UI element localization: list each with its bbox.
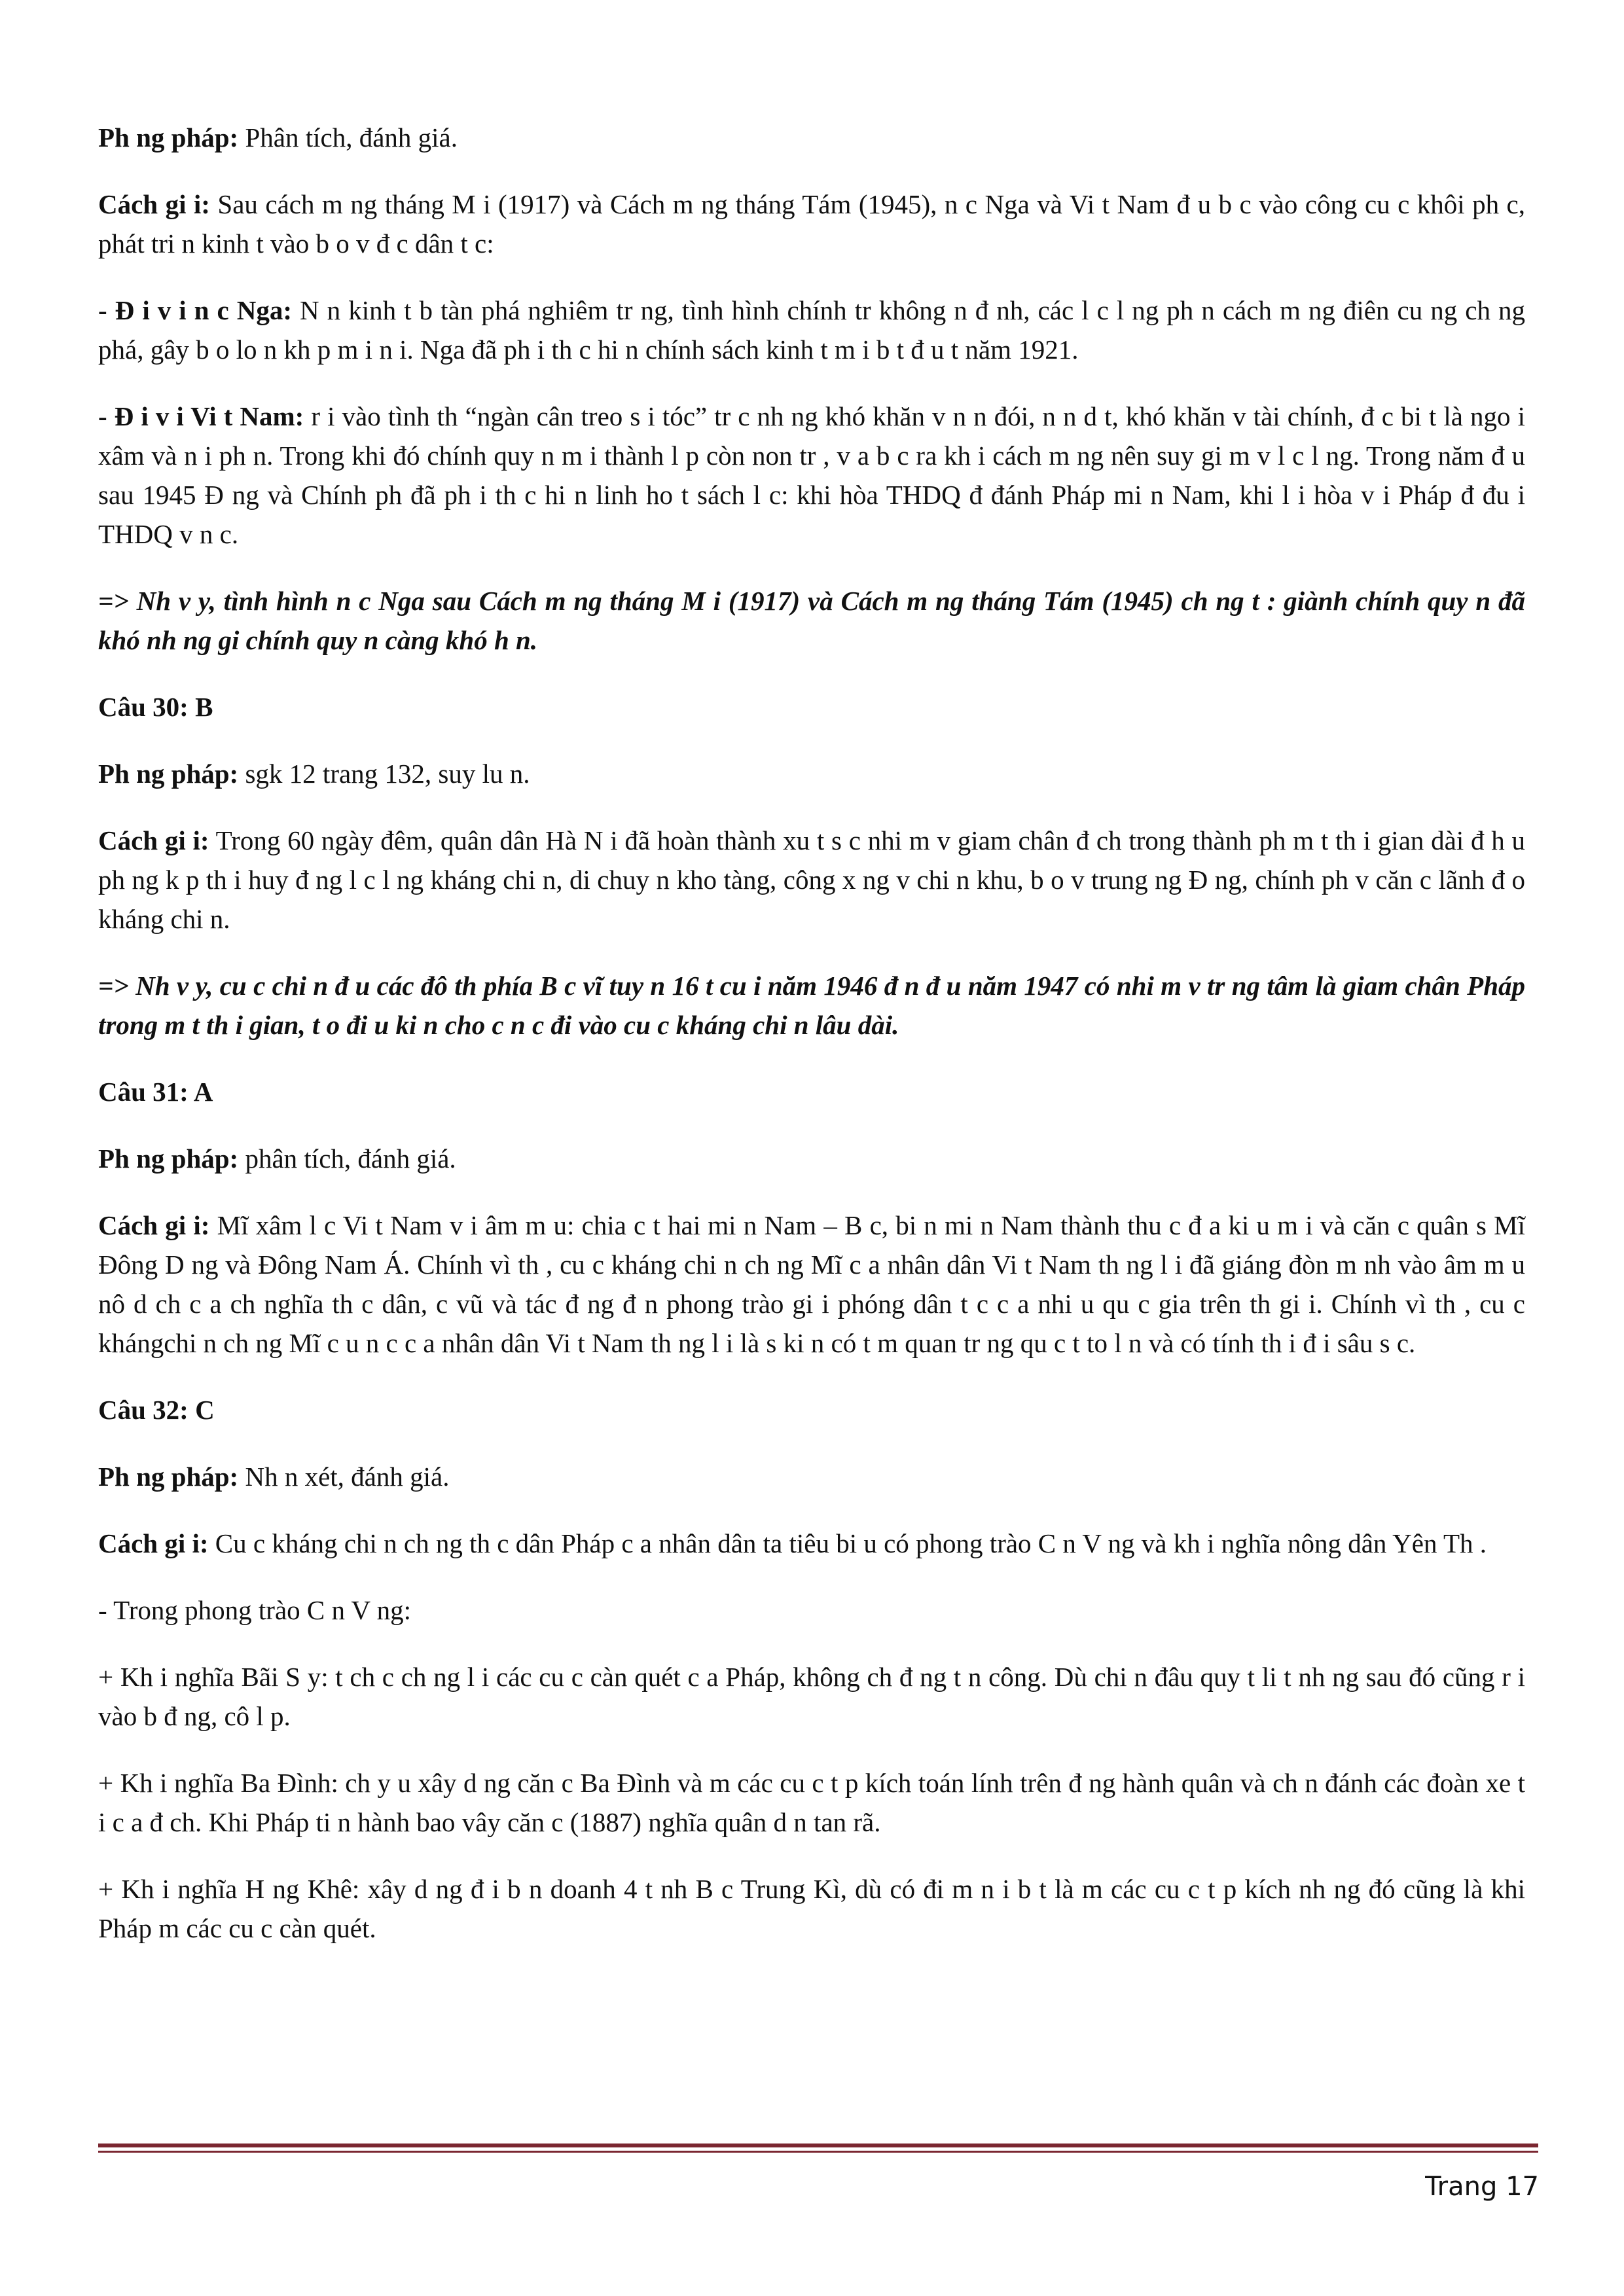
p-cach-giai-31: Cách gi i: Mĩ xâm l c Vi t Nam v i âm m u: chia c t hai mi n Nam – B c, bi n mi n Nam thành thu c đ a ki u m i và căn c quân s Mĩ Đông D ng và Đông Nam Á. Chính vì th , cu c kháng chi n ch ng Mĩ c a nhân dân Vi t Nam th ng l i đã giáng đòn m nh vào âm m u nô d ch c a ch nghĩa th c dân, c vũ và tác đ ng đ n phong trào gi i phóng dân t c c a nhi u qu c gia trên th gi i. Chính vì th , cu c khángchi n ch ng Mĩ c u n c c a nhân dân Vi t Nam th ng l i là s ki n có t m quan tr ng qu c t to l n và có tính th i đ i sâu s c.: [98, 1210, 1526, 1358]
p-phuong-phap-30: Ph ng pháp: sgk 12 trang 132, suy lu n.: [98, 759, 530, 789]
page-number: Trang 17: [1425, 2172, 1539, 2202]
p-can-vuong-intro: - Trong phong trào C n V ng:: [98, 1595, 412, 1625]
p-doi-voi-viet-nam: - Đ i v i Vi t Nam: r i vào tình th “ngàn cân treo s i tóc” tr c nh ng khó khăn v n n đói, n n d t, khó khăn v tài chính, đ c bi t là ngo i xâm và n i ph n. Trong khi đó chính quy n m i thành l p còn non tr , v a b c ra kh i cách m ng nên suy gi m v l c l ng. Trong năm đ u sau 1945 Đ ng và Chính ph đã ph i th c hi n linh ho t sách l c: khi hòa THDQ đ đánh Pháp mi n Nam, khi l i hòa v i Pháp đ đu i THDQ v n c.: [98, 401, 1525, 549]
p-cach-giai-29: Cách gi i: Sau cách m ng tháng M i (1917) và Cách m ng tháng Tám (1945), n c Nga và Vi t Nam đ u b c vào công cu c khôi ph c, phát tri n kinh t vào b o v đ c dân t c:: [98, 189, 1526, 259]
question-30-heading: Câu 30: B: [98, 692, 213, 722]
p-conclusion-30: => Nh v y, cu c chi n đ u các đô th phía B c vĩ tuy n 16 t cu i năm 1946 đ n đ u năm 1947 có nhi m v tr ng tâm là giam chân Pháp trong m t th i gian, t o đi u ki n cho c n c đi vào cu c kháng chi n lâu dài.: [98, 971, 1525, 1040]
p-cach-giai-30: Cách gi i: Trong 60 ngày đêm, quân dân Hà N i đã hoàn thành xu t s c nhi m v giam chân đ ch trong thành ph m t th i gian dài đ h u ph ng k p th i huy đ ng l c l ng kháng chi n, di chuy n kho tàng, công x ng v chi n khu, b o v trung ng Đ ng, chính ph v căn c lãnh đ o kháng chi n.: [98, 825, 1526, 934]
p-phuong-phap-31: Ph ng pháp: phân tích, đánh giá.: [98, 1143, 456, 1174]
footer-divider: [98, 2144, 1538, 2153]
p-huong-khe: + Kh i nghĩa H ng Khê: xây d ng đ i b n doanh 4 t nh B c Trung Kì, dù có đi m n i b t là m các cu c t p kích nh ng đó cũng là khi Pháp m các cu c càn quét.: [98, 1874, 1525, 1943]
p-bai-say: + Kh i nghĩa Bãi S y: t ch c ch ng l i các cu c càn quét c a Pháp, không ch đ ng t n công. Dù chi n đâu quy t li t nh ng sau đó cũng r i vào b đ ng, cô l p.: [98, 1662, 1525, 1731]
p-conclusion-29: => Nh v y, tình hình n c Nga sau Cách m ng tháng M i (1917) và Cách m ng tháng Tám (1945) ch ng t : giành chính quy n đã khó nh ng gi chính quy n càng khó h n.: [98, 586, 1525, 655]
p-doi-voi-nga: - Đ i v i n c Nga: N n kinh t b tàn phá nghiêm tr ng, tình hình chính tr không n đ nh, các l c l ng ph n cách m ng điên cu ng ch ng phá, gây b o lo n kh p m i n i. Nga đã ph i th c hi n chính sách kinh t m i b t đ u t năm 1921.: [98, 295, 1525, 365]
page-content: [98, 118, 1525, 1975]
p-phuong-phap-32: Ph ng pháp: Nh n xét, đánh giá.: [98, 1462, 450, 1492]
p-phuong-phap-29: Ph ng pháp: Phân tích, đánh giá.: [98, 122, 458, 152]
question-31-heading: Câu 31: A: [98, 1077, 213, 1107]
question-32-heading: Câu 32: C: [98, 1395, 215, 1425]
p-ba-dinh: + Kh i nghĩa Ba Đình: ch y u xây d ng căn c Ba Đình và m các cu c t p kích toán lính trên đ ng hành quân và ch n đánh các đoàn xe t i c a đ ch. Khi Pháp ti n hành bao vây căn c (1887) nghĩa quân d n tan rã.: [98, 1768, 1525, 1837]
p-cach-giai-32: Cách gi i: Cu c kháng chi n ch ng th c dân Pháp c a nhân dân ta tiêu bi u có phong trào C n V ng và kh i nghĩa nông dân Yên Th .: [98, 1528, 1487, 1558]
